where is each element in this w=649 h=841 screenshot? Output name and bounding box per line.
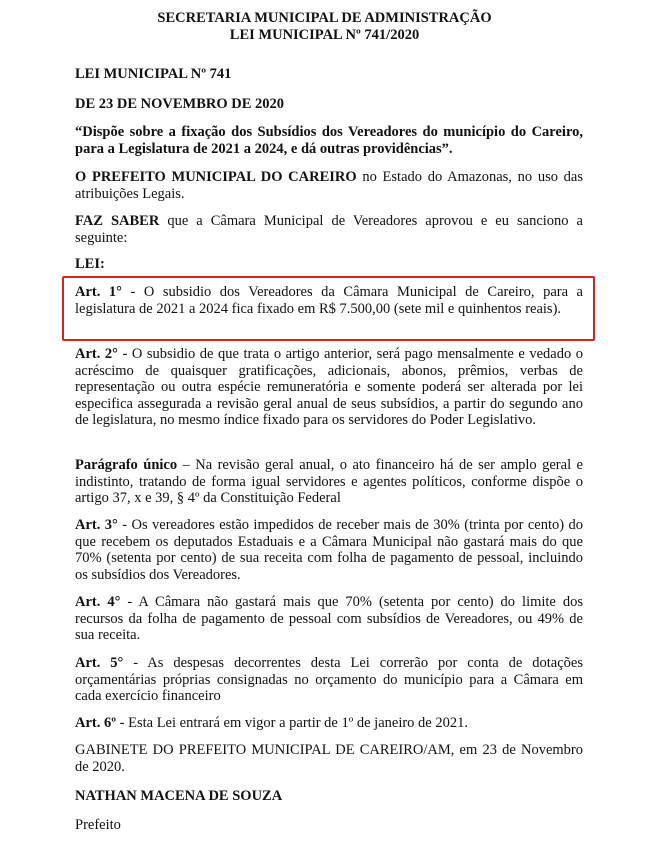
article-text: - As despesas decorrentes desta Lei correrão por conta de dotações orçamentárias próprias consignadas no orçamento do município para a Câmara em cada exercício financeiro: [75, 655, 583, 704]
article-label: Art. 1°: [75, 284, 122, 300]
preamble-text: no Estado do Amazonas, no uso das atribuições Legais.: [75, 169, 583, 202]
article-text: - Os vereadores estão impedidos de receber mais de 30% (trinta por cento) do que recebem os deputados Estaduais e a Câmara Municipal não gastará mais do que 70% (setenta por cento) de sua receita com folha de pagamento de pessoal, incluindo os subsídios dos Vereadores.: [75, 517, 583, 583]
article-label: Art. 2°: [75, 346, 118, 362]
article-text: - A Câmara não gastará mais que 70% (setenta por cento) do limite dos recursos da folha de pagamento de pessoal com subsídios de Vereadores, ou 49% de sua receita.: [75, 594, 583, 643]
law-number: LEI MUNICIPAL Nº 741: [75, 66, 232, 82]
law-ementa: “Dispõe sobre a fixação dos Subsídios dos Vereadores do município do Careiro, para a Legislatura de 2021 a 2024, e dá outras providências”.: [75, 124, 583, 157]
article-label: Art. 3°: [75, 517, 118, 533]
article-3: [75, 517, 583, 583]
article-1: [75, 284, 583, 317]
paragrafo-unico: [75, 457, 583, 507]
article-label: Art. 5°: [75, 655, 124, 671]
article-4: [75, 594, 583, 644]
law-date: DE 23 DE NOVEMBRO DE 2020: [75, 96, 285, 112]
lei-label: LEI:: [75, 256, 105, 272]
article-label: Art. 6º: [75, 715, 117, 731]
faz-saber-text: que a Câmara Municipal de Vereadores aprovou e eu sanciono a seguinte:: [75, 213, 583, 246]
article-text: - O subsidio dos Vereadores da Câmara Municipal de Careiro, para a legislatura de 2021 a 2024 fica fixado em R$ 7.500,00 (sete mil e quinhentos reais).: [75, 284, 583, 317]
signer-role: Prefeito: [75, 817, 121, 833]
preamble: [75, 169, 583, 202]
article-label: Parágrafo único: [75, 457, 178, 473]
article-label: Art. 4°: [75, 594, 121, 610]
gabinete-line: GABINETE DO PREFEITO MUNICIPAL DE CAREIRO/AM, em 23 de Novembro de 2020.: [75, 742, 583, 775]
faz-saber: [75, 213, 583, 246]
article-2: [75, 346, 583, 429]
preamble-authority: O PREFEITO MUNICIPAL DO CAREIRO: [75, 169, 357, 185]
header-secretaria: SECRETARIA MUNICIPAL DE ADMINISTRAÇÃO: [157, 10, 492, 26]
article-text: - Esta Lei entrará em vigor a partir de 1º de janeiro de 2021.: [116, 715, 468, 731]
article-text: – Na revisão geral anual, o ato financeiro há de ser amplo geral e indistinto, tratando de forma igual servidores e agentes políticos, conforme dispõe o artigo 37, x e 39, § 4º da Constituição Federal: [75, 457, 583, 506]
article-text: - O subsidio de que trata o artigo anterior, será pago mensalmente e vedado o acréscimo de quaisquer gratificações, adicionais, abonos, prêmios, verbas de representação ou outra espécie remuneratória e somente poderá ser alterada por lei especifica assegurada a revisão geral anual de seus subsídios, a partir do segundo ano de legislatura, no mesmo índice fixado para os servidores do Poder Legislativo.: [75, 346, 583, 428]
header-law-number: LEI MUNICIPAL Nº 741/2020: [229, 27, 420, 43]
faz-saber-label: FAZ SABER: [75, 213, 160, 229]
signer-name: NATHAN MACENA DE SOUZA: [75, 788, 283, 804]
article-6: [75, 715, 583, 732]
article-5: [75, 655, 583, 705]
